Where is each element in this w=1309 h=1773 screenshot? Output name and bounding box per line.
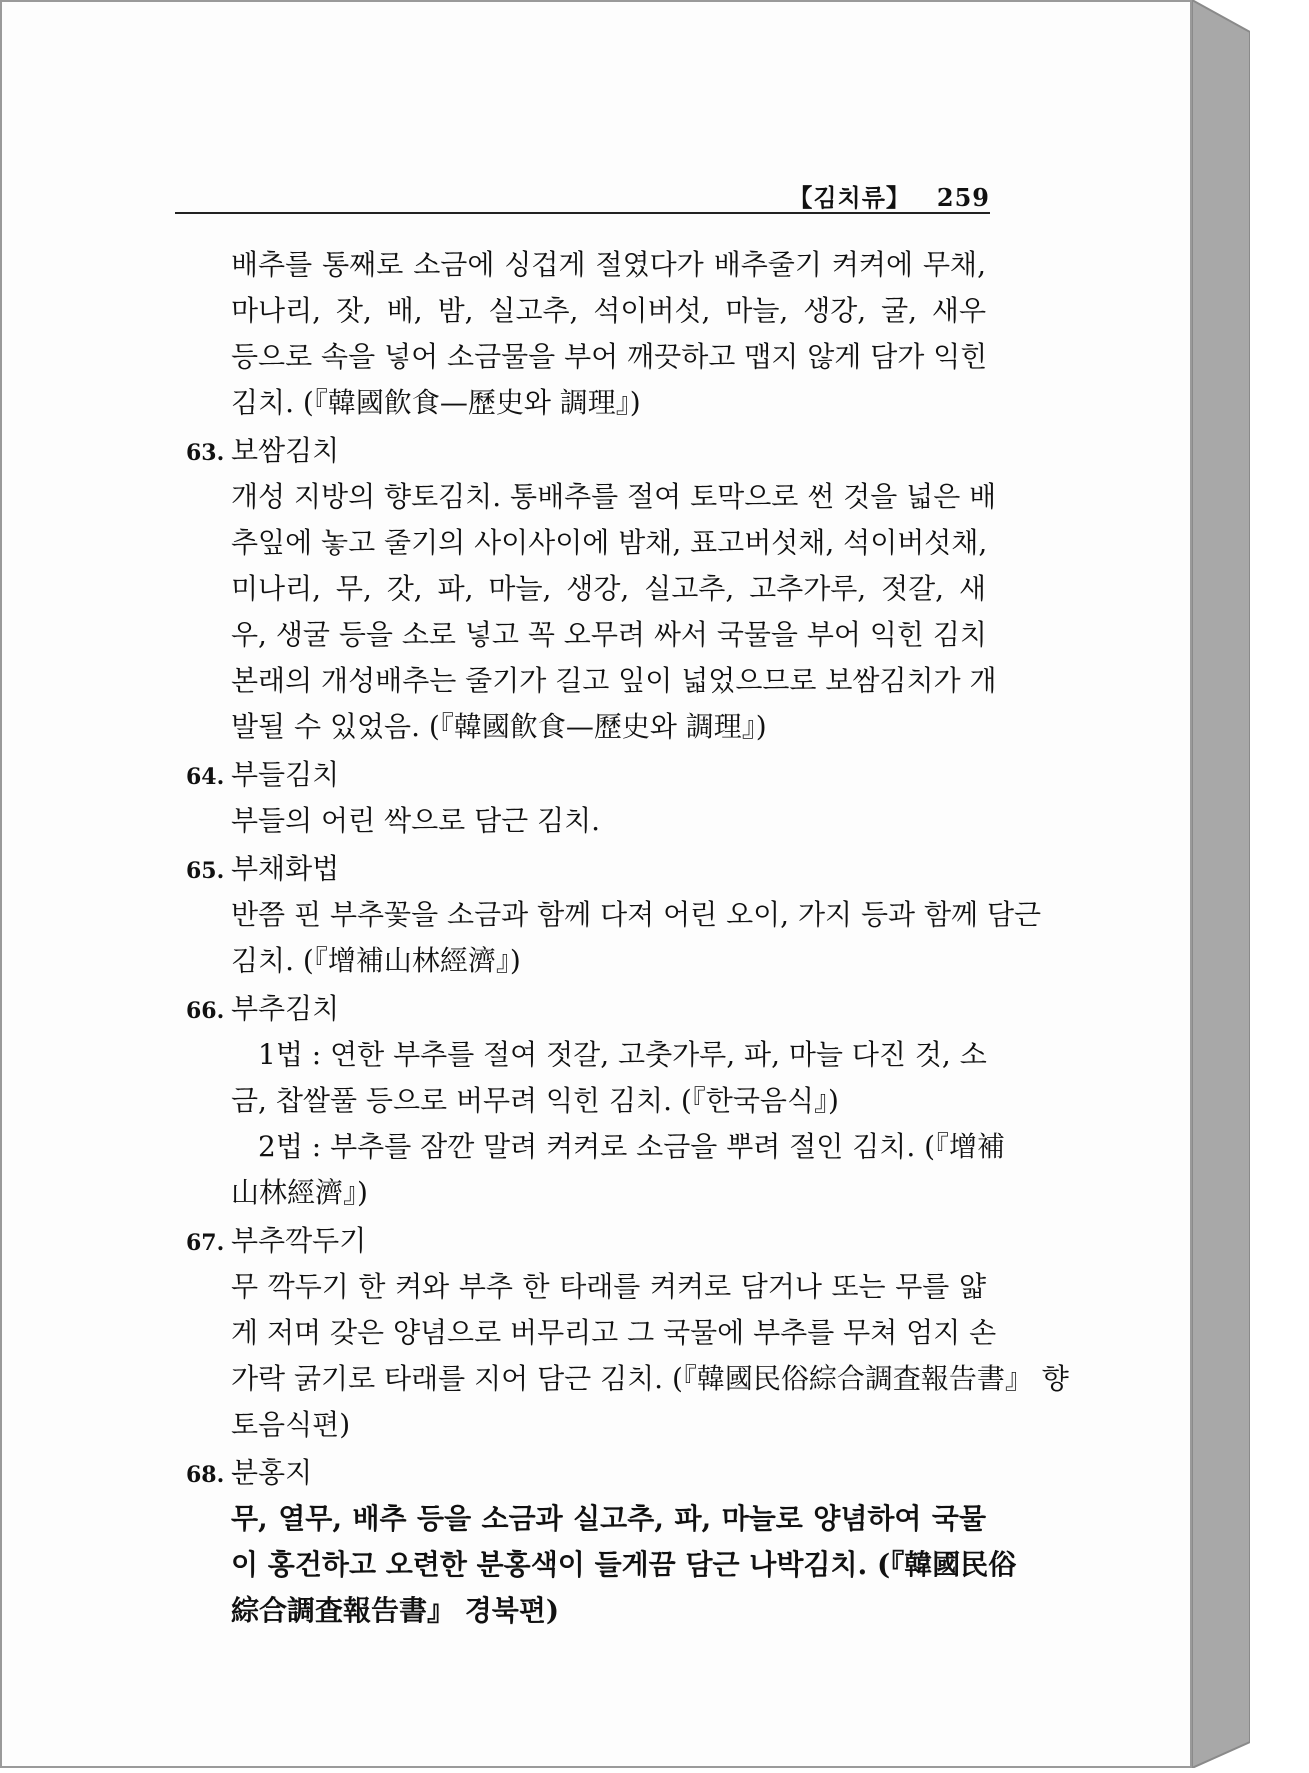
entry-number: 66. — [186, 998, 225, 1024]
text-line: 추잎에 놓고 줄기의 사이사이에 밤채, 표고버섯채, 석이버섯채, — [231, 526, 988, 559]
text-line: 綜合調査報告書』 경북편) — [231, 1594, 560, 1627]
method-line: 2법 : 부추를 잠깐 말려 켜켜로 소금을 뿌려 절인 김치. (『增補 — [258, 1130, 1006, 1163]
intro-paragraph — [186, 242, 986, 426]
entry-heading — [186, 428, 986, 474]
text-line: 김치. (『韓國飮食—歷史와 調理』) — [231, 386, 641, 419]
method-line: 금, 찹쌀풀 등으로 버무려 익힌 김치. (『한국음식』) — [231, 1084, 839, 1117]
entry-number: 67. — [186, 1230, 225, 1256]
method-line: 1법 : 연한 부추를 절여 젓갈, 고춧가루, 파, 마늘 다진 것, 소 — [258, 1038, 987, 1071]
entry-66 — [186, 986, 1006, 1216]
text-line: 발될 수 있었음. (『韓國飮食—歷史와 調理』) — [231, 710, 767, 743]
entry-heading — [186, 986, 986, 1032]
text-line: 김치. (『增補山林經濟』) — [231, 944, 521, 977]
text-line: 무, 열무, 배추 등을 소금과 실고추, 파, 마늘로 양념하여 국물 — [231, 1502, 986, 1535]
entry-heading — [186, 752, 986, 798]
entry-title: 부들김치 — [231, 758, 340, 791]
text-line: 부들의 어린 싹으로 담근 김치. — [231, 804, 601, 837]
text-line: 개성 지방의 향토김치. 통배추를 절여 토막으로 썬 것을 넓은 배 — [231, 480, 997, 513]
method-line: 山林經濟』) — [231, 1176, 368, 1209]
entry-number: 63. — [186, 440, 225, 466]
text-line: 가락 굵기로 타래를 지어 담근 김치. (『韓國民俗綜合調査報告書』 향 — [231, 1362, 1069, 1395]
text-line: 반쯤 핀 부추꽃을 소금과 함께 다져 어린 오이, 가지 등과 함께 담근 — [231, 898, 1042, 931]
entry-heading — [186, 1450, 986, 1496]
text-line: 토음식편) — [231, 1408, 351, 1441]
entry-number: 64. — [186, 764, 225, 790]
header-rule — [175, 212, 990, 214]
text-line: 마나리, 잣, 배, 밤, 실고추, 석이버섯, 마늘, 생강, 굴, 새우 — [231, 294, 986, 327]
entry-67 — [186, 1218, 1069, 1448]
entry-title: 부채화법 — [231, 852, 340, 885]
entry-title: 부추깍두기 — [231, 1224, 367, 1257]
running-header — [175, 178, 990, 212]
text-line: 미나리, 무, 갓, 파, 마늘, 생강, 실고추, 고추가루, 젓갈, 새 — [231, 572, 986, 605]
entry-65 — [186, 846, 1042, 984]
text-line: 게 저며 갖은 양념으로 버무리고 그 국물에 부추를 무쳐 엄지 손 — [231, 1316, 997, 1349]
entry-heading — [186, 846, 986, 892]
entry-heading — [186, 1218, 986, 1264]
page-number: 259 — [936, 183, 990, 212]
entry-68 — [186, 1450, 1017, 1634]
text-line: 우, 생굴 등을 소로 넣고 꼭 오무려 싸서 국물을 부어 익힌 김치 — [231, 618, 987, 651]
entry-number: 65. — [186, 858, 225, 884]
text-line: 배추를 통째로 소금에 싱겁게 절였다가 배추줄기 켜켜에 무채, — [231, 248, 986, 281]
text-line: 본래의 개성배추는 줄기가 길고 잎이 넓었으므로 보쌈김치가 개 — [231, 664, 997, 697]
entry-64 — [186, 752, 986, 844]
text-line: 이 홍건하고 오련한 분홍색이 들게끔 담근 나박김치. (『韓國民俗 — [231, 1548, 1017, 1581]
entry-63 — [186, 428, 997, 750]
page-body — [186, 242, 1069, 1634]
section-title: 【김치류】 — [788, 183, 911, 212]
entry-title: 보쌈김치 — [231, 434, 340, 467]
text-line: 등으로 속을 넣어 소금물을 부어 깨끗하고 맵지 않게 담가 익힌 — [231, 340, 988, 373]
entry-number: 68. — [186, 1462, 225, 1488]
page-edge-shading — [1192, 0, 1250, 1768]
text-line: 무 깍두기 한 켜와 부추 한 타래를 켜켜로 담거나 또는 무를 얇 — [231, 1270, 986, 1303]
entry-title: 부추김치 — [231, 992, 340, 1025]
entry-title: 분홍지 — [231, 1456, 313, 1489]
